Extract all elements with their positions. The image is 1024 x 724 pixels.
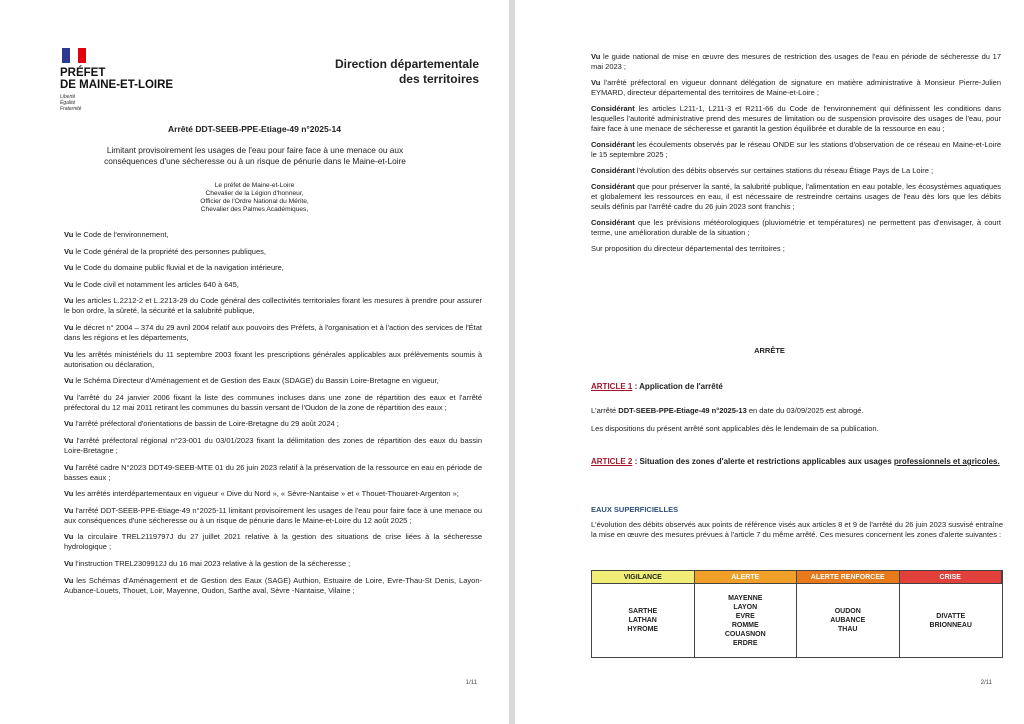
vu-item: [64, 463, 482, 483]
arrete-subject: Limitant provisoirement les usages de l'eau pour faire face à une menace ou aux conséquences d'une sécheresse ou à un risque de pénurie dans le Maine-et-Loire: [104, 145, 406, 166]
motto-fraternite: Fraternité: [60, 106, 82, 112]
direction-title: [335, 57, 479, 87]
vu-keyword: Vu: [64, 246, 74, 256]
item-text: le guide national de mise en œuvre des mesures de restriction des usages de l'eau en période de sécheresse du 17 mai 2023 ;: [591, 52, 1001, 71]
consideration-item: [591, 140, 1001, 160]
zone-name: ROMME: [731, 621, 759, 629]
zone-name: AUBANCE: [830, 617, 866, 624]
crise-zones: [900, 584, 1003, 657]
consideration-item: [591, 52, 1001, 72]
header-vigilance: VIGILANCE: [592, 571, 695, 584]
vu-keyword: Vu: [64, 489, 74, 499]
item-keyword: Considérant: [591, 218, 635, 227]
vu-keyword: Vu: [64, 505, 74, 515]
vu-text: les arrêtés ministériels du 11 septembre 2003 fixant les prescriptions générales applicables aux prélèvements soumis à autorisation ou déclaration,: [64, 349, 482, 369]
item-keyword: Considérant: [591, 166, 635, 175]
vu-keyword: Vu: [64, 279, 74, 289]
vu-item: [64, 350, 482, 370]
header-crise: CRISE: [900, 571, 1003, 584]
zone-name: COUASNON: [724, 630, 766, 638]
vu-item: [64, 419, 482, 429]
vu-keyword: Vu: [64, 435, 74, 445]
vu-text: le Code de l'environnement,: [75, 230, 169, 239]
a1-text-after: en date du 03/09/2025 est abrogé.: [746, 406, 864, 415]
item-text: Sur proposition du directeur départemental des territoires ;: [591, 244, 785, 253]
eaux-superficielles-title: EAUX SUPERFICIELLES: [591, 505, 679, 514]
zone-name: BRIONNEAU: [929, 621, 972, 629]
article-1-title: : Application de l'arrêté: [632, 382, 723, 391]
motto-egalite: Égalité: [60, 100, 76, 106]
a1-arrete-ref: DDT-SEEB-PPE-Etiage-49 n°2025-13: [618, 406, 747, 415]
item-text: les articles L211-1, L211-3 et R211-66 du Code de l'environnement qui définissent les conditions dans lesquelles l'autorité administrative prend des mesures de limitation ou de suspension provisoire des usages de l'eau, pour faire face à une menace de sécheresse et garantit la gestion équilibrée et durable de la ressource en eau ;: [591, 104, 1001, 133]
vu-item: [64, 296, 482, 316]
vu-item: [64, 489, 482, 499]
consideration-item: [591, 166, 1001, 176]
zone-name: ERDRE: [732, 639, 758, 647]
french-flag-icon: [62, 48, 86, 63]
article-1-heading: [591, 382, 1001, 392]
direction-line1: Direction départementale: [334, 57, 479, 71]
eaux-superficielles-text: L'évolution des débits observés aux points de référence visés aux articles 8 et 9 de l'arrêté du 26 juin 2023 susvisé entraîne la mise en œuvre des mesures prévues à l'article 7 du même arrêté. Ces mesures concernent les zones d'alerte suivantes :: [591, 520, 1003, 539]
vu-keyword: Vu: [64, 322, 74, 332]
vu-text: l'arrêté du 24 janvier 2006 fixant la liste des communes incluses dans une zone de répartition des eaux et l'arrêté préfectoral du 12 mai 2011 retirant les communes du bassin versant de l'Oudon de la zone de répartition des eaux ;: [64, 392, 482, 412]
article-1-body: [591, 406, 1001, 442]
alerte-renforcee-zones: [797, 584, 900, 657]
direction-line2: des territoires: [398, 72, 479, 86]
vu-item: [64, 323, 482, 343]
vu-list: [64, 230, 482, 602]
article-2-title: : Situation des zones d'alerte et restrictions applicables aux usages: [632, 457, 894, 466]
a1-text-before: L'arrêté: [591, 406, 619, 415]
vu-text: l'arrêté préfectoral d'orientations de bassin de Loire-Bretagne du 29 août 2024 ;: [75, 419, 339, 429]
zone-name: SARTHE: [628, 608, 658, 615]
item-text: l'évolution des débits observés sur certaines stations du réseau Étiage Pays de La Loire ;: [636, 166, 934, 175]
zone-name: LAYON: [733, 603, 758, 611]
consideration-item: [591, 244, 1001, 254]
vu-text: l'arrêté préfectoral régional n°23-001 du 03/01/2023 fixant la délimitation des zones de répartition des eaux du bassin Loire-Bretagne ;: [64, 435, 482, 455]
item-text: que pour préserver la santé, la salubrité publique, l'alimentation en eau potable, les écosystèmes aquatiques et globalement les ressources en eau, il est nécessaire de restreindre certains usages de l'eau dès lors que les débits seuils définis par l'arrêté cadre du 26 juin 2023 sont franchis ;: [591, 182, 1001, 211]
zone-name: HYROME: [627, 626, 659, 633]
article-1-label: ARTICLE 1: [591, 382, 633, 391]
vu-text: les Schémas d'Aménagement et de Gestion des Eaux (SAGE) Authion, Estuaire de Loire, Evre-Thau-St Denis, Layon-Aubance-Louets, Thouet, Loir, Mayenne, Oudon, Sarthe aval, Sèvre -Nantaise, Vilaine ;: [64, 575, 482, 595]
alert-zones-table: [591, 570, 1003, 658]
zone-name: MAYENNE: [728, 594, 763, 602]
zone-name: DIVATTE: [936, 612, 966, 620]
vu-item: [64, 376, 482, 386]
consideration-item: [591, 182, 1001, 212]
vu-keyword: Vu: [64, 558, 74, 568]
prefet-line2: DE MAINE-ET-LOIRE: [60, 79, 174, 91]
prefet-line1: PRÉFET: [60, 67, 106, 79]
arrete-heading: ARRÊTE: [754, 346, 785, 355]
vu-item: [64, 393, 482, 413]
prefect-titles: [0, 182, 509, 214]
prefect-line: Chevalier des Palmes Académiques,: [200, 206, 309, 213]
consideration-item: [591, 104, 1001, 134]
consideration-item: [591, 78, 1001, 98]
vu-item: [64, 247, 482, 257]
page-1: [0, 0, 509, 724]
vu-keyword: Vu: [64, 263, 74, 273]
vigilance-zones: [592, 584, 695, 657]
vu-text: les articles L.2212-2 et L.2213-29 du Code général des collectivités territoriales fixant les mesures à prendre pour assurer le bon ordre, la sûreté, la sécurité et la salubrité publique,: [64, 296, 483, 316]
page-number: 1/11: [465, 680, 477, 686]
motto-liberte: Liberté: [60, 94, 76, 100]
vu-text: le Code civil et notamment les articles 640 à 645,: [75, 279, 239, 289]
item-keyword: Vu: [591, 78, 601, 87]
item-keyword: Considérant: [591, 104, 635, 113]
item-keyword: Vu: [591, 52, 601, 61]
zone-name: EVRE: [735, 612, 755, 620]
item-text: les écoulements observés par le réseau ONDE sur les stations d'observation de ce réseau en Maine-et-Loire le 15 septembre 2025 ;: [591, 140, 1002, 159]
vu-text: l'arrêté cadre N°2023 DDT49-SEEB-MTE 01 du 26 juin 2023 relatif à la préservation de la ressource en eau en période de basses eaux ;: [64, 462, 482, 482]
prefet-logo: [60, 48, 190, 112]
vu-keyword: Vu: [64, 392, 74, 402]
item-keyword: Considérant: [591, 182, 635, 191]
vu-item: [64, 532, 482, 552]
prefect-line: Le préfet de Maine-et-Loire: [214, 182, 295, 189]
prefect-line: Chevalier de la Légion d'honneur,: [205, 190, 304, 197]
article-2-heading: [591, 457, 1001, 467]
vu-keyword: Vu: [64, 376, 74, 386]
page-2: [515, 0, 1024, 724]
header-alerte-renforcee: ALERTE RENFORCEE: [797, 571, 900, 584]
zone-name: LATHAN: [628, 617, 657, 624]
vu-text: le décret n° 2004 – 374 du 29 avril 2004 relatif aux pouvoirs des Préfets, à l'organisation et à l'action des services de l'État dans les régions et les départements,: [64, 322, 482, 342]
vu-keyword: Vu: [64, 349, 74, 359]
vu-text: le Code du domaine public fluvial et de la navigation intérieure,: [75, 263, 284, 273]
header-alerte: ALERTE: [695, 571, 798, 584]
article-2-title-underlined: professionnels et agricoles.: [893, 457, 1000, 466]
vu-item: [64, 436, 482, 456]
vu-text: l'instruction TREL2309912J du 16 mai 2023 relative à la gestion de la sécheresse ;: [75, 558, 351, 568]
arrete-reference: Arrêté DDT-SEEB-PPE-Etiage-49 n°2025-14: [168, 124, 341, 134]
prefet-title: [60, 67, 190, 91]
republic-motto: [60, 94, 190, 112]
vu-keyword: Vu: [64, 419, 74, 429]
alerte-zones: [695, 584, 798, 657]
item-keyword: Considérant: [591, 140, 635, 149]
vu-text: les arrêtés interdépartementaux en vigueur « Dive du Nord », « Sèvre-Nantaise » et « Thouet-Thouaret-Argenton »;: [75, 489, 459, 499]
vu-text: le Code général de la propriété des personnes publiques,: [75, 246, 266, 256]
item-text: que les prévisions météorologiques (pluviométrie et températures) ne permettent pas d'envisager, à court terme, une amélioration durable de la situation ;: [591, 218, 1001, 237]
prefect-line: Officier de l'Ordre National du Mérite,: [200, 198, 309, 205]
vu-item: [64, 559, 482, 569]
consideration-item: [591, 218, 1001, 238]
considerations-list: [591, 52, 1001, 260]
vu-keyword: Vu: [64, 296, 74, 306]
vu-item: [64, 230, 482, 240]
zone-name: OUDON: [834, 608, 861, 615]
article-1-p1: [591, 406, 1001, 416]
vu-item: [64, 280, 482, 290]
vu-keyword: Vu: [64, 532, 74, 542]
vu-keyword: Vu: [64, 575, 74, 585]
vu-item: [64, 263, 482, 273]
vu-keyword: Vu: [64, 462, 74, 472]
vu-keyword: Vu: [64, 230, 74, 239]
page-number: 2/11: [980, 680, 992, 686]
vu-item: [64, 576, 482, 596]
vu-item: [64, 506, 482, 526]
item-text: l'arrêté préfectoral en vigueur donnant délégation de signature en matière administrative à Monsieur Pierre-Julien EYMARD, directeur départemental des territoires de Maine-et-Loire ;: [591, 78, 1001, 97]
article-1-p2: Les dispositions du présent arrêté sont applicables dès le lendemain de sa publication.: [591, 424, 879, 433]
vu-text: le Schéma Directeur d'Aménagement et de Gestion des Eaux (SDAGE) du Bassin Loire-Bretagne en vigueur,: [75, 376, 439, 386]
zone-name: THAU: [838, 626, 858, 633]
vu-text: la circulaire TREL2119797J du 27 juillet 2021 relative à la gestion des situations de crise liées à la sécheresse hydrologique ;: [64, 532, 482, 552]
article-2-label: ARTICLE 2: [591, 457, 633, 466]
vu-text: l'arrêté DDT-SEEB-PPE-Etiage-49 n°2025-11 limitant provisoirement les usages de l'eau pour faire face à une menace ou aux conséquences d'une sécheresse ou à un risque de pénurie dans le Maine-et-Loire du 12 août 2025 ;: [64, 505, 482, 525]
